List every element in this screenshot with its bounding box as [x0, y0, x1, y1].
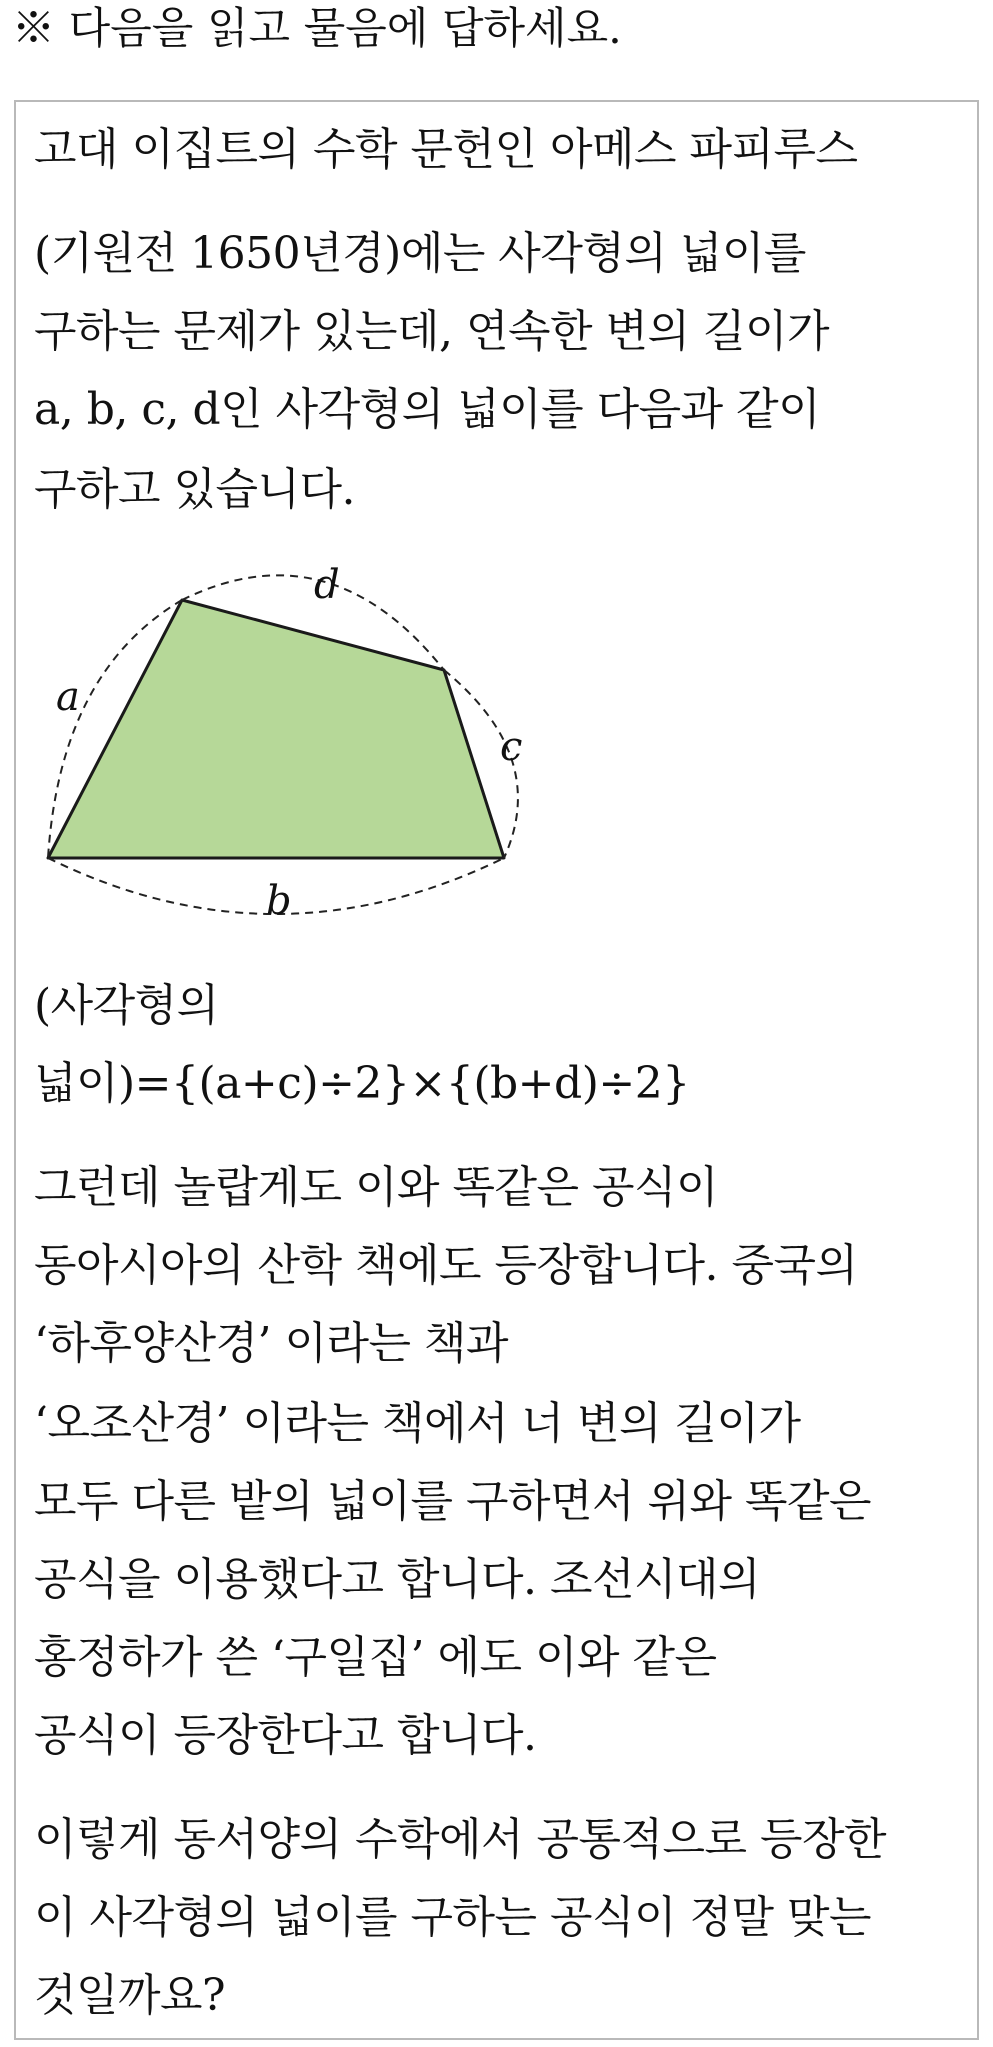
body-line-5: 모두 다른 밭의 넓이를 구하면서 위와 똑같은 [34, 1476, 871, 1527]
quadrilateral-figure [30, 562, 550, 922]
body-line-6: 공식을 이용했다고 합니다. 조선시대의 [34, 1554, 761, 1605]
body-line-2: 동아시아의 산학 책에도 등장합니다. 중국의 [34, 1240, 858, 1291]
body-line-7: 홍정하가 쓴 ‘구일집’ 에도 이와 같은 [34, 1632, 717, 1683]
closing-line-2: 이 사각형의 넓이를 구하는 공식이 정말 맞는 [34, 1892, 871, 1943]
intro-line-5: 구하고 있습니다. [34, 464, 355, 515]
body-line-3: ‘하후양산경’ 이라는 책과 [34, 1318, 508, 1369]
closing-line-1: 이렇게 동서양의 수학에서 공통적으로 등장한 [34, 1814, 887, 1865]
intro-line-4: a, b, c, d인 사각형의 넓이를 다음과 같이 [34, 384, 821, 435]
formula-line-1: (사각형의 [34, 980, 219, 1031]
body-line-1: 그런데 놀랍게도 이와 똑같은 공식이 [34, 1162, 719, 1213]
intro-line-2: (기원전 1650년경)에는 사각형의 넓이를 [34, 228, 806, 279]
label-side-c: c [500, 724, 523, 770]
instruction-header: ※ 다음을 읽고 물음에 답하세요. [12, 4, 622, 54]
label-side-d: d [314, 562, 340, 608]
quadrilateral-shape [48, 600, 504, 858]
intro-line-3: 구하는 문제가 있는데, 연속한 변의 길이가 [34, 306, 829, 357]
body-line-8: 공식이 등장한다고 합니다. [34, 1710, 537, 1761]
intro-line-1: 고대 이집트의 수학 문헌인 아메스 파피루스 [34, 124, 858, 175]
label-side-b: b [266, 878, 292, 922]
body-line-4: ‘오조산경’ 이라는 책에서 너 변의 길이가 [34, 1398, 801, 1449]
closing-line-3: 것일까요? [34, 1970, 226, 2021]
label-side-a: a [56, 674, 80, 720]
formula-line-2: 넓이)={(a+c)÷2}×{(b+d)÷2} [34, 1058, 690, 1109]
